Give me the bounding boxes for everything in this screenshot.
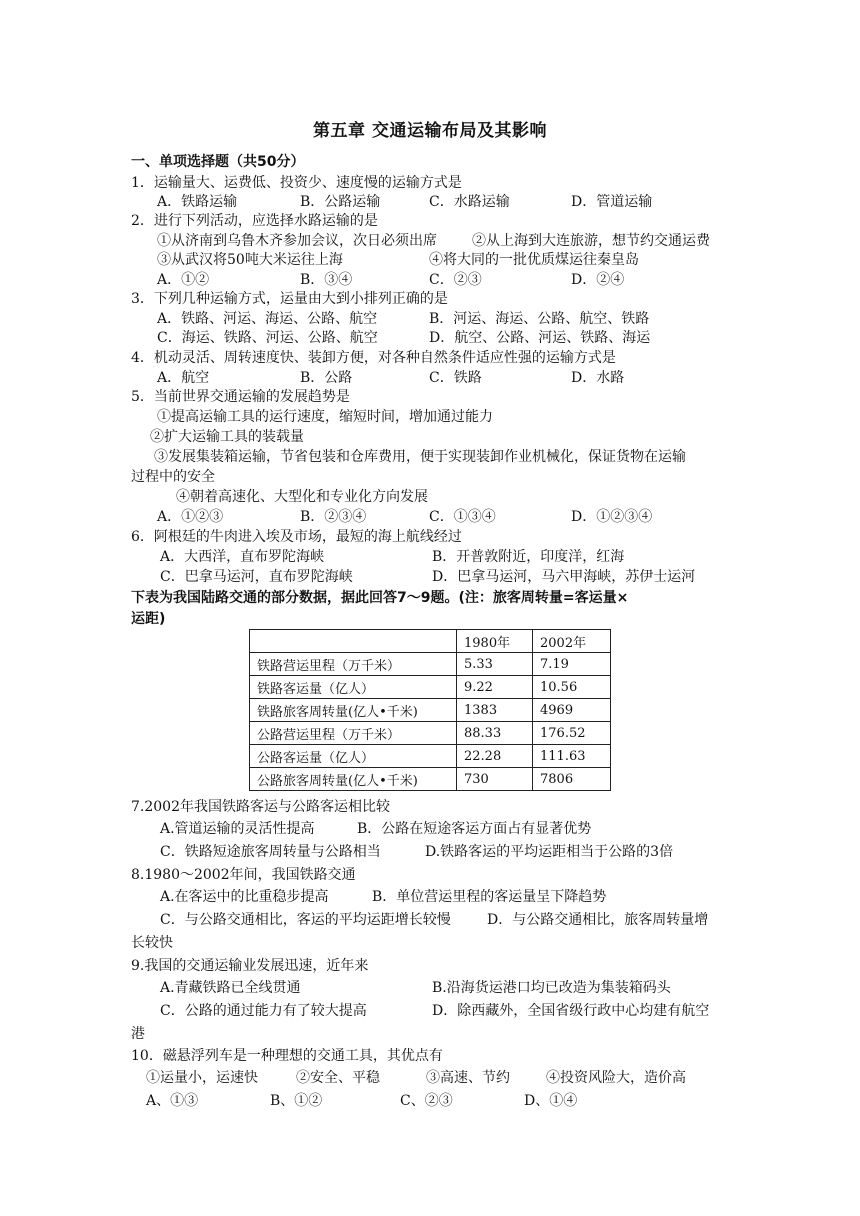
q5-option-c: C．①③④: [429, 509, 496, 525]
q9-option-a: A.青藏铁路已全线贯通: [160, 980, 301, 996]
table-cell: 88.33: [457, 722, 533, 745]
table-header-cell: 2002年: [533, 630, 611, 653]
q7-stem: 7.2002年我国铁路客运与公路客运相比较: [131, 799, 390, 815]
q10-option-b: B、①②: [270, 1093, 323, 1109]
q8-stem: 8.1980～2002年间，我国铁路交通: [131, 867, 356, 883]
q6-option-d: D．巴拿马运河，马六甲海峡，苏伊士运河: [432, 569, 696, 585]
q9-stem: 9.我国的交通运输业发展迅速，近年来: [131, 958, 369, 974]
q2-option-b: B．③④: [300, 272, 353, 288]
table-intro-cont: 运距): [131, 611, 166, 627]
q10-option-d: D、①④: [524, 1093, 578, 1109]
table-intro: 下表为我国陆路交通的部分数据，据此回答7～9题。(注：旅客周转量=客运量×: [131, 590, 629, 606]
table-cell: 铁路旅客周转量(亿人•千米): [250, 699, 457, 722]
table-row: [250, 699, 611, 722]
q6-stem: 6．阿根廷的牛肉进入埃及市场，最短的海上航线经过: [131, 529, 462, 545]
q6-option-b: B．开普敦附近，印度洋，红海: [432, 549, 625, 565]
q6-option-c: C．巴拿马运河，直布罗陀海峡: [160, 569, 353, 585]
q10-item-1: ①运量小，运速快: [146, 1070, 258, 1086]
table-header-cell: [250, 630, 457, 653]
table-cell: 铁路营运里程（万千米）: [250, 653, 457, 676]
q3-option-a: A．铁路、河运、海运、公路、航空: [157, 311, 378, 327]
table-cell: 111.63: [533, 745, 611, 768]
section-heading: 一、单项选择题（共50分）: [131, 154, 305, 170]
table-cell: 10.56: [533, 676, 611, 699]
q9-option-d-cont: 港: [131, 1026, 145, 1042]
q10-item-4: ④投资风险大，造价高: [546, 1070, 686, 1086]
q5-item-3-cont: 过程中的安全: [131, 469, 215, 485]
page-title: 第五章 交通运输布局及其影响: [313, 121, 547, 141]
table-cell: 22.28: [457, 745, 533, 768]
q1-option-a: A．铁路运输: [157, 194, 238, 210]
q5-option-d: D．①②③④: [571, 509, 653, 525]
q7-option-b: B．公路在短途客运方面占有显著优势: [357, 821, 592, 837]
q7-option-a: A.管道运输的灵活性提高: [160, 821, 315, 837]
table-cell: 铁路客运量（亿人）: [250, 676, 457, 699]
q5-item-3: ③发展集装箱运输，节省包装和仓库费用，便于实现装卸作业机械化，保证货物在运输: [154, 449, 686, 465]
q10-option-a: A、①③: [146, 1093, 199, 1109]
q1-option-d: D．管道运输: [571, 194, 653, 210]
q8-option-b: B．单位营运里程的客运量呈下降趋势: [372, 889, 607, 905]
q5-item-2: ②扩大运输工具的装载量: [150, 429, 304, 445]
q8-option-d: D．与公路交通相比，旅客周转量增: [487, 912, 709, 928]
table-cell: 7.19: [533, 653, 611, 676]
q6-option-a: A．大西洋，直布罗陀海峡: [160, 549, 325, 565]
q2-item-3: ③从武汉将50吨大米运往上海: [157, 252, 343, 268]
table-row: [250, 722, 611, 745]
q5-item-1: ①提高运输工具的运行速度，缩短时间，增加通过能力: [157, 409, 493, 425]
table-cell: 5.33: [457, 653, 533, 676]
q7-option-c: C．铁路短途旅客周转量与公路相当: [160, 844, 381, 860]
data-table: [249, 629, 611, 791]
table-cell: 730: [457, 768, 533, 791]
q5-item-4: ④朝着高速化、大型化和专业化方向发展: [176, 489, 428, 505]
table-row: [250, 676, 611, 699]
q2-item-4: ④将大同的一批优质煤运往秦皇岛: [429, 252, 639, 268]
q3-option-d: D．航空、公路、河运、铁路、海运: [429, 330, 651, 346]
q2-option-c: C．②③: [429, 272, 482, 288]
q2-item-2: ②从上海到大连旅游，想节约交通运费: [472, 233, 710, 249]
q4-option-b: B．公路: [300, 370, 353, 386]
q5-option-a: A．①②③: [157, 509, 224, 525]
q5-option-b: B．②③④: [300, 509, 367, 525]
table-row: [250, 745, 611, 768]
q8-option-d-cont: 长较快: [131, 935, 173, 951]
q3-option-c: C．海运、铁路、河运、公路、航空: [157, 330, 378, 346]
q1-option-b: B．公路运输: [300, 194, 381, 210]
q1-stem: 1．运输量大、运费低、投资少、速度慢的运输方式是: [131, 175, 462, 191]
q8-option-a: A.在客运中的比重稳步提高: [160, 889, 329, 905]
q8-option-c: C．与公路交通相比，客运的平均运距增长较慢: [160, 912, 451, 928]
q2-stem: 2．进行下列活动，应选择水路运输的是: [131, 213, 378, 229]
table-cell: 1383: [457, 699, 533, 722]
q10-item-3: ③高速、节约: [426, 1070, 510, 1086]
table-cell: 4969: [533, 699, 611, 722]
table-row: [250, 653, 611, 676]
table-cell: 公路客运量（亿人）: [250, 745, 457, 768]
q3-option-b: B．河运、海运、公路、航空、铁路: [429, 311, 650, 327]
q9-option-c: C．公路的通过能力有了较大提高: [160, 1003, 367, 1019]
table-cell: 176.52: [533, 722, 611, 745]
q4-stem: 4．机动灵活、周转速度快、装卸方便，对各种自然条件适应性强的运输方式是: [131, 350, 616, 366]
q2-item-1: ①从济南到乌鲁木齐参加会议，次日必须出席: [157, 233, 437, 249]
q4-option-d: D．水路: [571, 370, 625, 386]
q3-stem: 3．下列几种运输方式，运量由大到小排列正确的是: [131, 291, 448, 307]
table-cell: 7806: [533, 768, 611, 791]
q4-option-c: C．铁路: [429, 370, 482, 386]
q1-option-c: C．水路运输: [429, 194, 510, 210]
table-header-row: [250, 630, 611, 653]
q7-option-d: D.铁路客运的平均运距相当于公路的3倍: [425, 844, 674, 860]
q10-item-2: ②安全、平稳: [296, 1070, 380, 1086]
table-header-cell: 1980年: [457, 630, 533, 653]
q9-option-d: D．除西藏外，全国省级行政中心均建有航空: [432, 1003, 710, 1019]
q2-option-d: D．②④: [571, 272, 625, 288]
table-row: [250, 768, 611, 791]
q9-option-b: B.沿海货运港口均已改造为集装箱码头: [432, 980, 671, 996]
table-cell: 公路营运里程（万千米）: [250, 722, 457, 745]
q10-option-c: C、②③: [400, 1093, 453, 1109]
table-cell: 9.22: [457, 676, 533, 699]
q10-stem: 10．磁悬浮列车是一种理想的交通工具，其优点有: [131, 1048, 443, 1064]
q5-stem: 5．当前世界交通运输的发展趋势是: [131, 389, 350, 405]
table-cell: 公路旅客周转量(亿人•千米): [250, 768, 457, 791]
q2-option-a: A．①②: [157, 272, 210, 288]
q4-option-a: A．航空: [157, 370, 210, 386]
